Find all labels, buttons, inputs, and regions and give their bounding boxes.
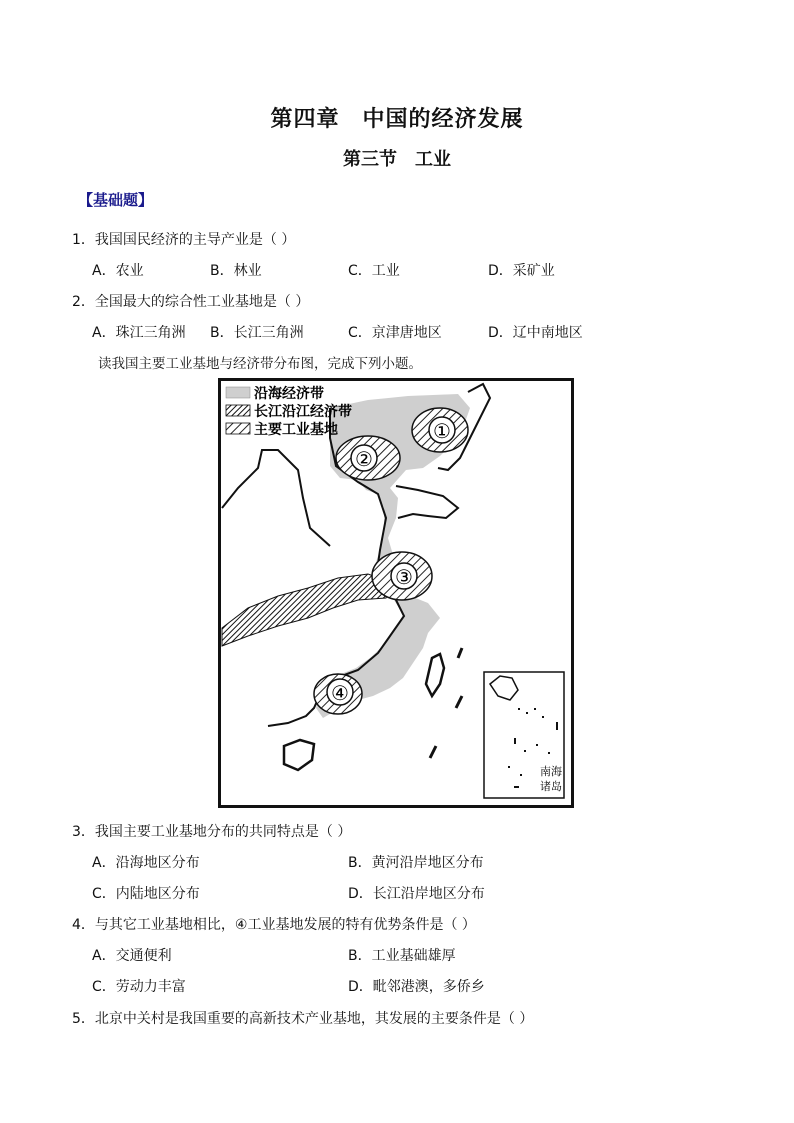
question-1-stem: 1．我国国民经济的主导产业是（ ） — [72, 232, 296, 248]
base-label-4: ④ — [331, 681, 349, 705]
inset-label-line1: 南海 — [540, 765, 562, 778]
question-5-stem: 5．北京中关村是我国重要的高新技术产业基地，其发展的主要条件是（ ） — [72, 1011, 534, 1027]
question-3-option-a[interactable]: A．沿海地区分布 — [92, 855, 200, 871]
inset-label-line2: 诸岛 — [540, 780, 562, 793]
question-3-option-d[interactable]: D．长江沿岸地区分布 — [348, 886, 485, 902]
page-title: 第四章 中国的经济发展 — [270, 107, 524, 132]
industrial-base-map — [218, 378, 574, 808]
legend-swatch-coastal — [226, 387, 250, 398]
question-4-option-a[interactable]: A．交通便利 — [92, 948, 172, 964]
base-label-3: ③ — [395, 565, 413, 589]
basic-question-tag: 【基础题】 — [78, 191, 154, 209]
legend-industrial-base: 主要工业基地 — [254, 422, 338, 438]
map-intro-text: 读我国主要工业基地与经济带分布图，完成下列小题。 — [98, 356, 422, 372]
legend-swatch-yangtze — [226, 405, 250, 416]
question-3-stem: 3．我国主要工业基地分布的共同特点是（ ） — [72, 824, 352, 840]
question-1-option-c[interactable]: C．工业 — [348, 263, 400, 279]
question-3-option-b[interactable]: B．黄河沿岸地区分布 — [348, 855, 484, 871]
section-title: 第三节 工业 — [343, 149, 451, 170]
question-4-option-b[interactable]: B．工业基础雄厚 — [348, 948, 456, 964]
question-4-stem: 4．与其它工业基地相比，④工业基地发展的特有优势条件是（ ） — [72, 917, 476, 933]
question-2-option-c[interactable]: C．京津唐地区 — [348, 325, 442, 341]
legend-swatch-base — [226, 423, 250, 434]
question-2-option-a[interactable]: A．珠江三角洲 — [92, 325, 186, 341]
question-1-option-a[interactable]: A．农业 — [92, 263, 144, 279]
base-label-1: ① — [433, 419, 451, 443]
base-label-2: ② — [355, 447, 373, 471]
question-2-stem: 2．全国最大的综合性工业基地是（ ） — [72, 294, 310, 310]
question-2-option-d[interactable]: D．辽中南地区 — [488, 325, 583, 341]
question-4-option-c[interactable]: C．劳动力丰富 — [92, 979, 186, 995]
question-1-option-d[interactable]: D．采矿业 — [488, 263, 555, 279]
question-3-option-c[interactable]: C．内陆地区分布 — [92, 886, 200, 902]
question-1-option-b[interactable]: B．林业 — [210, 263, 262, 279]
question-4-option-d[interactable]: D．毗邻港澳，多侨乡 — [348, 979, 485, 995]
question-2-option-b[interactable]: B．长江三角洲 — [210, 325, 304, 341]
map-figure — [218, 378, 574, 808]
legend-coastal-belt: 沿海经济带 — [254, 386, 324, 402]
legend-yangtze-belt: 长江沿江经济带 — [254, 404, 352, 420]
